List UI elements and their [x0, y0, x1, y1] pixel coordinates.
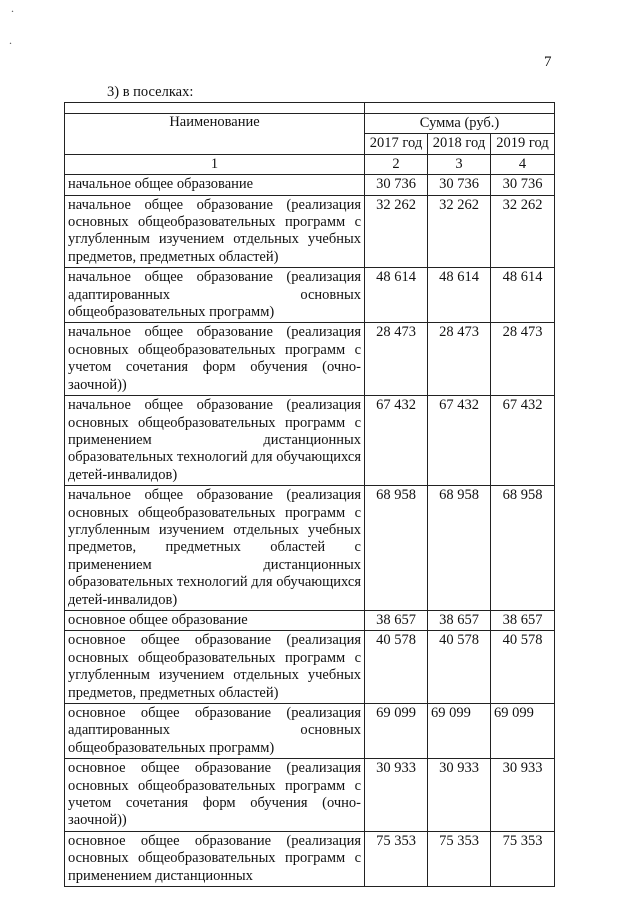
- value-2017: 67 432: [365, 396, 428, 486]
- table-row: [65, 323, 555, 396]
- table-top-edge: [65, 103, 555, 114]
- scan-mark: .: [9, 33, 12, 47]
- value-2017: 28 473: [365, 323, 428, 396]
- table-row: [65, 175, 555, 195]
- table-row: [65, 195, 555, 268]
- table-row: [65, 704, 555, 759]
- value-2017: 38 657: [365, 610, 428, 630]
- row-name: основное общее образование (реализация основных общеобразовательных программ с учетом сочетания форм обучения (очно-заочной)): [65, 759, 365, 832]
- row-name: основное общее образование (реализация основных общеобразовательных программ с применением дистанционных: [65, 831, 365, 886]
- header-row: [65, 114, 555, 134]
- value-2018: 40 578: [428, 631, 491, 704]
- value-2018: 30 736: [428, 175, 491, 195]
- value-2018: 38 657: [428, 610, 491, 630]
- row-name: начальное общее образование: [65, 175, 365, 195]
- value-2019: 28 473: [491, 323, 555, 396]
- value-2018: 30 933: [428, 759, 491, 832]
- page-number: 7: [544, 54, 552, 70]
- col-number: 3: [428, 154, 491, 174]
- value-2019: 40 578: [491, 631, 555, 704]
- row-name: основное общее образование (реализация основных общеобразовательных программ с углубленным изучением отдельных учебных предметов, предметных областей): [65, 631, 365, 704]
- row-name: начальное общее образование (реализация основных общеобразовательных программ с углубленным изучением отдельных учебных предметов, предметных областей с применением дистанционных образовательных технологий для обучающихся детей-инвалидов): [65, 486, 365, 611]
- header-year-2017: 2017 год: [365, 134, 428, 154]
- column-number-row: [65, 154, 555, 174]
- value-2019: 67 432: [491, 396, 555, 486]
- value-2017: 75 353: [365, 831, 428, 886]
- value-2017: 68 958: [365, 486, 428, 611]
- col-number: 4: [491, 154, 555, 174]
- value-2017: 40 578: [365, 631, 428, 704]
- table-row: [65, 396, 555, 486]
- value-2018: 69 099: [428, 704, 491, 759]
- row-name: начальное общее образование (реализация основных общеобразовательных программ с углубленным изучением отдельных учебных предметов, предметных областей): [65, 195, 365, 268]
- value-2018: 67 432: [428, 396, 491, 486]
- header-year-2018: 2018 год: [428, 134, 491, 154]
- table-row: [65, 268, 555, 323]
- row-name: основное общее образование: [65, 610, 365, 630]
- value-2017: 32 262: [365, 195, 428, 268]
- value-2017: 30 933: [365, 759, 428, 832]
- value-2019: 48 614: [491, 268, 555, 323]
- row-name: начальное общее образование (реализация основных общеобразовательных программ с применением дистанционных образовательных технологий для обучающихся детей-инвалидов): [65, 396, 365, 486]
- value-2018: 68 958: [428, 486, 491, 611]
- table-row: [65, 759, 555, 832]
- value-2019: 30 933: [491, 759, 555, 832]
- value-2018: 75 353: [428, 831, 491, 886]
- value-2019: 75 353: [491, 831, 555, 886]
- table-row: [65, 631, 555, 704]
- row-name: начальное общее образование (реализация основных общеобразовательных программ с учетом сочетания форм обучения (очно-заочной)): [65, 323, 365, 396]
- value-2017: 48 614: [365, 268, 428, 323]
- header-year-2019: 2019 год: [491, 134, 555, 154]
- value-2019: 69 099: [491, 704, 555, 759]
- scan-mark: .: [11, 1, 14, 15]
- table-row: [65, 486, 555, 611]
- value-2018: 28 473: [428, 323, 491, 396]
- row-name: начальное общее образование (реализация адаптированных основных общеобразовательных программ): [65, 268, 365, 323]
- value-2019: 32 262: [491, 195, 555, 268]
- value-2019: 38 657: [491, 610, 555, 630]
- header-sum: Сумма (руб.): [365, 114, 555, 134]
- value-2018: 48 614: [428, 268, 491, 323]
- header-name: Наименование: [65, 114, 365, 155]
- section-label: 3) в поселках:: [107, 84, 194, 100]
- value-2018: 32 262: [428, 195, 491, 268]
- table-row: [65, 831, 555, 886]
- value-2017: 30 736: [365, 175, 428, 195]
- row-name: основное общее образование (реализация адаптированных основных общеобразовательных программ): [65, 704, 365, 759]
- funding-table: [64, 102, 555, 887]
- value-2017: 69 099: [365, 704, 428, 759]
- value-2019: 68 958: [491, 486, 555, 611]
- value-2019: 30 736: [491, 175, 555, 195]
- table-row: [65, 610, 555, 630]
- col-number: 2: [365, 154, 428, 174]
- col-number: 1: [65, 154, 365, 174]
